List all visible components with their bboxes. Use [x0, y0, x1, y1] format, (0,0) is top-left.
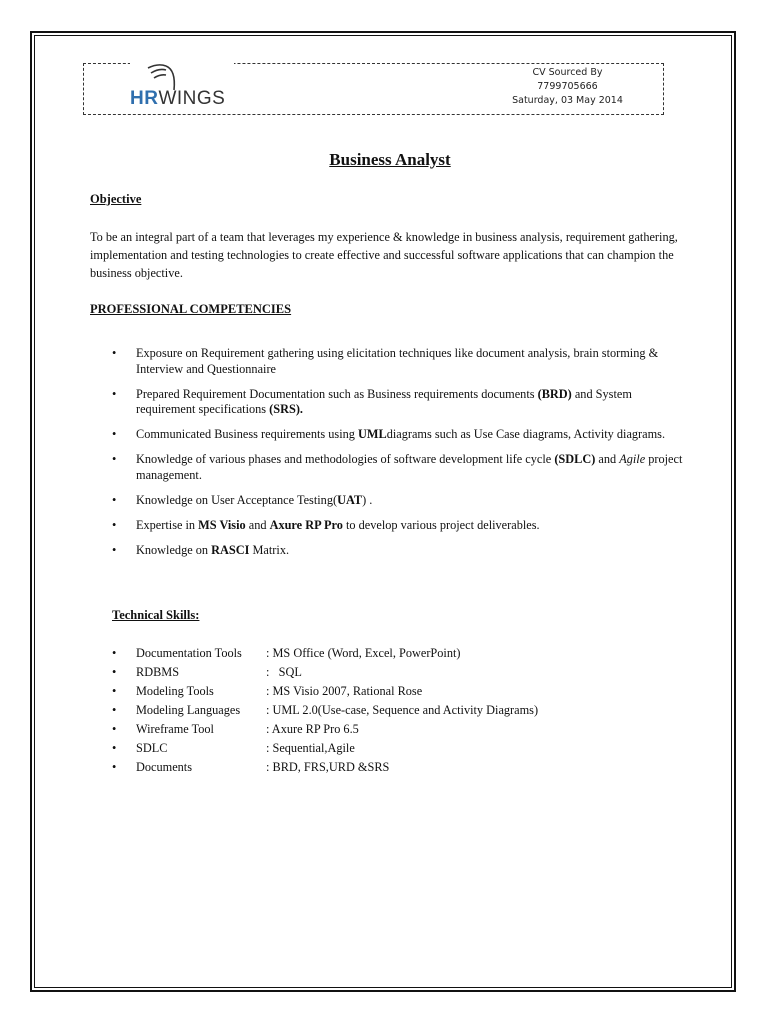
competency-item: • Exposure on Requirement gathering using elicitation techniques like document analysis, brain storming & Interview and Questionnaire — [112, 346, 687, 377]
hrwings-logo — [130, 62, 240, 112]
competencies-list — [112, 346, 687, 568]
technical-skills-heading: Technical Skills: — [112, 608, 200, 622]
competency-item: • Knowledge on User Acceptance Testing(UAT) . — [112, 493, 687, 509]
skill-row: • Modeling Tools : MS Visio 2007, Rational Rose — [112, 682, 687, 701]
logo-hr-text: HR — [130, 88, 159, 109]
competency-item: • Communicated Business requirements using UMLdiagrams such as Use Case diagrams, Activity diagrams. — [112, 427, 687, 443]
skill-row: • Wireframe Tool : Axure RP Pro 6.5 — [112, 720, 687, 739]
cv-source-block — [500, 66, 635, 108]
logo-wings-text: WINGS — [158, 88, 226, 109]
cv-sourced-label: CV Sourced By — [532, 67, 603, 78]
competency-item: • Expertise in MS Visio and Axure RP Pro to develop various project deliverables. — [112, 518, 687, 534]
competency-item: • Prepared Requirement Documentation such as Business requirements documents (BRD) and System requirement specifications (SRS). — [112, 387, 687, 418]
skill-row: • Documents : BRD, FRS,URD &SRS — [112, 758, 687, 777]
skill-row: • RDBMS : SQL — [112, 663, 687, 682]
skill-row: • Documentation Tools : MS Office (Word, Excel, PowerPoint) — [112, 644, 687, 663]
competency-item: • Knowledge on RASCI Matrix. — [112, 543, 687, 559]
objective-heading: Objective — [90, 192, 142, 206]
competencies-heading: PROFESSIONAL COMPETENCIES — [90, 302, 292, 316]
cv-phone: 7799705666 — [537, 81, 598, 92]
skill-row: • Modeling Languages : UML 2.0(Use-case, Sequence and Activity Diagrams) — [112, 701, 687, 720]
objective-text: To be an integral part of a team that leverages my experience & knowledge in business analysis, requirement gathering, implementation and testing technologies to create effective and successful software applications that can champion the business objective. — [90, 230, 678, 280]
cv-date: Saturday, 03 May 2014 — [512, 95, 623, 106]
technical-skills-list — [112, 644, 687, 777]
skill-row: • SDLC : Sequential,Agile — [112, 739, 687, 758]
competency-item: • Knowledge of various phases and methodologies of software development life cycle (SDLC) and Agile project management. — [112, 452, 687, 483]
document-title: Business Analyst — [329, 150, 451, 169]
